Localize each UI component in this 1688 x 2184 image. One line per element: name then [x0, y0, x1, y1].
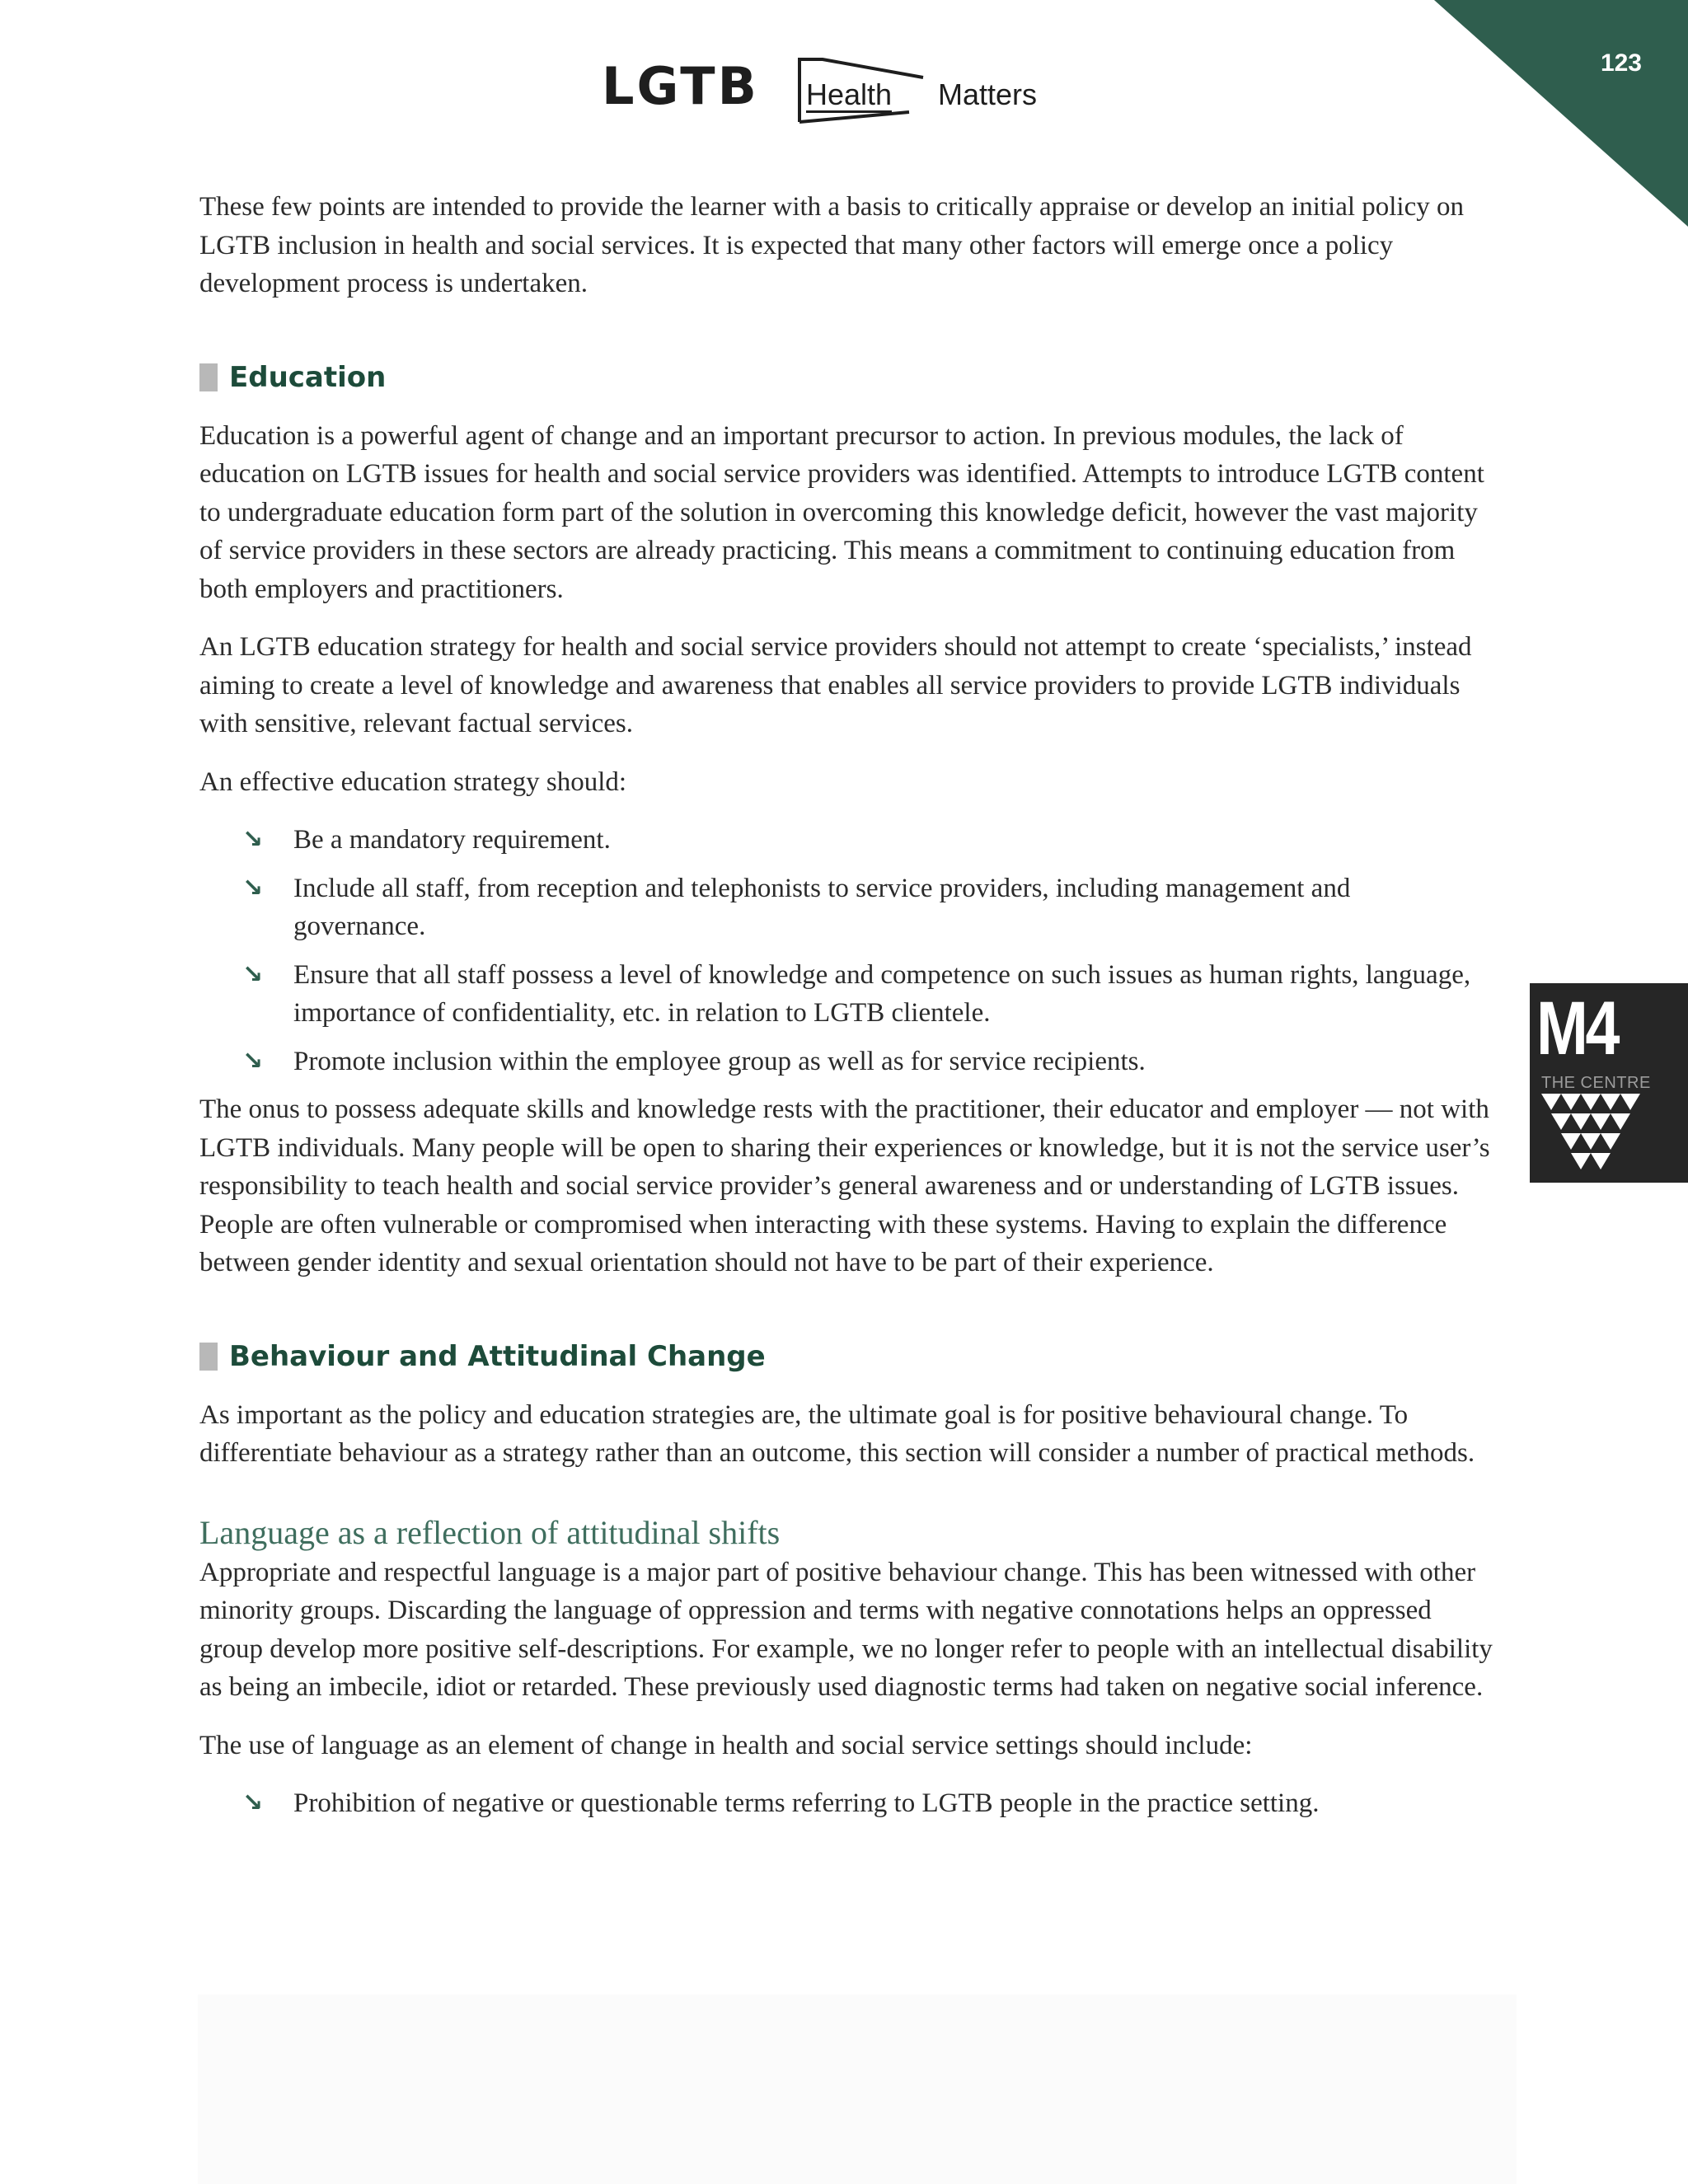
- education-closing-paragraph: The onus to possess adequate skills and knowledge rests with the practitioner, their educator and employer — not with LGTB individuals. Many people will be open to sharing their experiences or knowledge, but it is not the service user’s responsibility to teach health and social service provider’s general awareness and or understanding of LGTB issues. People are often vulnerable or compromised when interacting with these systems. Having to explain the difference between gender identity and sexual orientation should not have to be part of their experience.: [199, 1094, 1490, 1277]
- education-strategy-list: [199, 821, 1493, 1080]
- behaviour-paragraph: As important as the policy and education strategies are, the ultimate goal is for positive behavioural change. To differentiate behaviour as a strategy rather than an outcome, this section will consider a number of practical methods.: [199, 1399, 1475, 1468]
- list-item: ↘ Include all staff, from reception and telephonists to service providers, including management and governance.: [293, 869, 1493, 946]
- language-subheading: Language as a reflection of attitudinal shifts: [199, 1513, 781, 1551]
- behaviour-heading: [199, 1338, 1493, 1375]
- language-paragraph: The use of language as an element of change in health and social service settings should include:: [199, 1730, 1253, 1760]
- module-label: THE CENTRE: [1541, 1074, 1651, 1092]
- heading-bar-icon: [199, 1343, 218, 1371]
- logo-matters: Matters: [938, 77, 1038, 111]
- education-heading: [199, 359, 1493, 396]
- education-heading-text: Education: [229, 360, 387, 394]
- education-paragraph: An LGTB education strategy for health and social service providers should not attempt to create ‘specialists,’ instead aiming to create a level of knowledge and awareness that enables all service providers to provide LGTB individuals with sensitive, relevant factual services.: [199, 632, 1472, 738]
- language-list: [199, 1784, 1493, 1823]
- arrow-down-right-icon: ↘: [242, 873, 264, 902]
- module-side-tab: [1530, 983, 1688, 1183]
- education-paragraph: Education is a powerful agent of change and an important precursor to action. In previous modules, the lack of education on LGTB issues for health and social service providers was identified. Attempts to introduce LGTB content to undergraduate education form part of the solution in overcoming this knowledge deficit, however the vast majority of service providers in these sectors are already practicing. This means a commitment to continuing education from both employers and practitioners.: [199, 420, 1484, 604]
- module-code: M4: [1536, 987, 1618, 1071]
- triangles-logo-icon: [1541, 1092, 1640, 1170]
- logo-mark: LGTB: [602, 56, 759, 116]
- list-item: ↘ Ensure that all staff possess a level of knowledge and competence on such issues as human rights, language, importance of confidentiality, etc. in relation to LGTB clientele.: [293, 956, 1493, 1033]
- behaviour-heading-text: Behaviour and Attitudinal Change: [229, 1339, 766, 1373]
- education-paragraph: An effective education strategy should:: [199, 766, 627, 797]
- list-item: ↘ Promote inclusion within the employee group as well as for service recipients.: [293, 1043, 1493, 1081]
- page-content: [199, 188, 1493, 1833]
- heading-bar-icon: [199, 363, 218, 391]
- logo-health: Health: [806, 77, 893, 111]
- arrow-down-right-icon: ↘: [242, 1788, 264, 1817]
- intro-paragraph: These few points are intended to provide the learner with a basis to critically appraise or develop an initial policy on LGTB inclusion in health and social services. It is expected that many other factors will emerge once a policy development process is undertaken.: [199, 192, 1465, 298]
- footer-shade: [198, 1994, 1517, 2184]
- page-number: 123: [1600, 49, 1642, 77]
- list-item: ↘ Prohibition of negative or questionable terms referring to LGTB people in the practice setting.: [293, 1784, 1493, 1823]
- arrow-down-right-icon: ↘: [242, 959, 264, 989]
- arrow-down-right-icon: ↘: [242, 825, 264, 854]
- publication-logo: [602, 51, 1113, 134]
- language-paragraph: Appropriate and respectful language is a major part of positive behaviour change. This has been witnessed with other minority groups. Discarding the language of oppression and terms with negative connotations helps an oppressed group develop more positive self-descriptions. For example, we no longer refer to people with an intellectual disability as being an imbecile, idiot or retarded. These previously used diagnostic terms had taken on negative social inference.: [199, 1557, 1493, 1702]
- arrow-down-right-icon: ↘: [242, 1046, 264, 1076]
- list-item: ↘ Be a mandatory requirement.: [293, 821, 1493, 860]
